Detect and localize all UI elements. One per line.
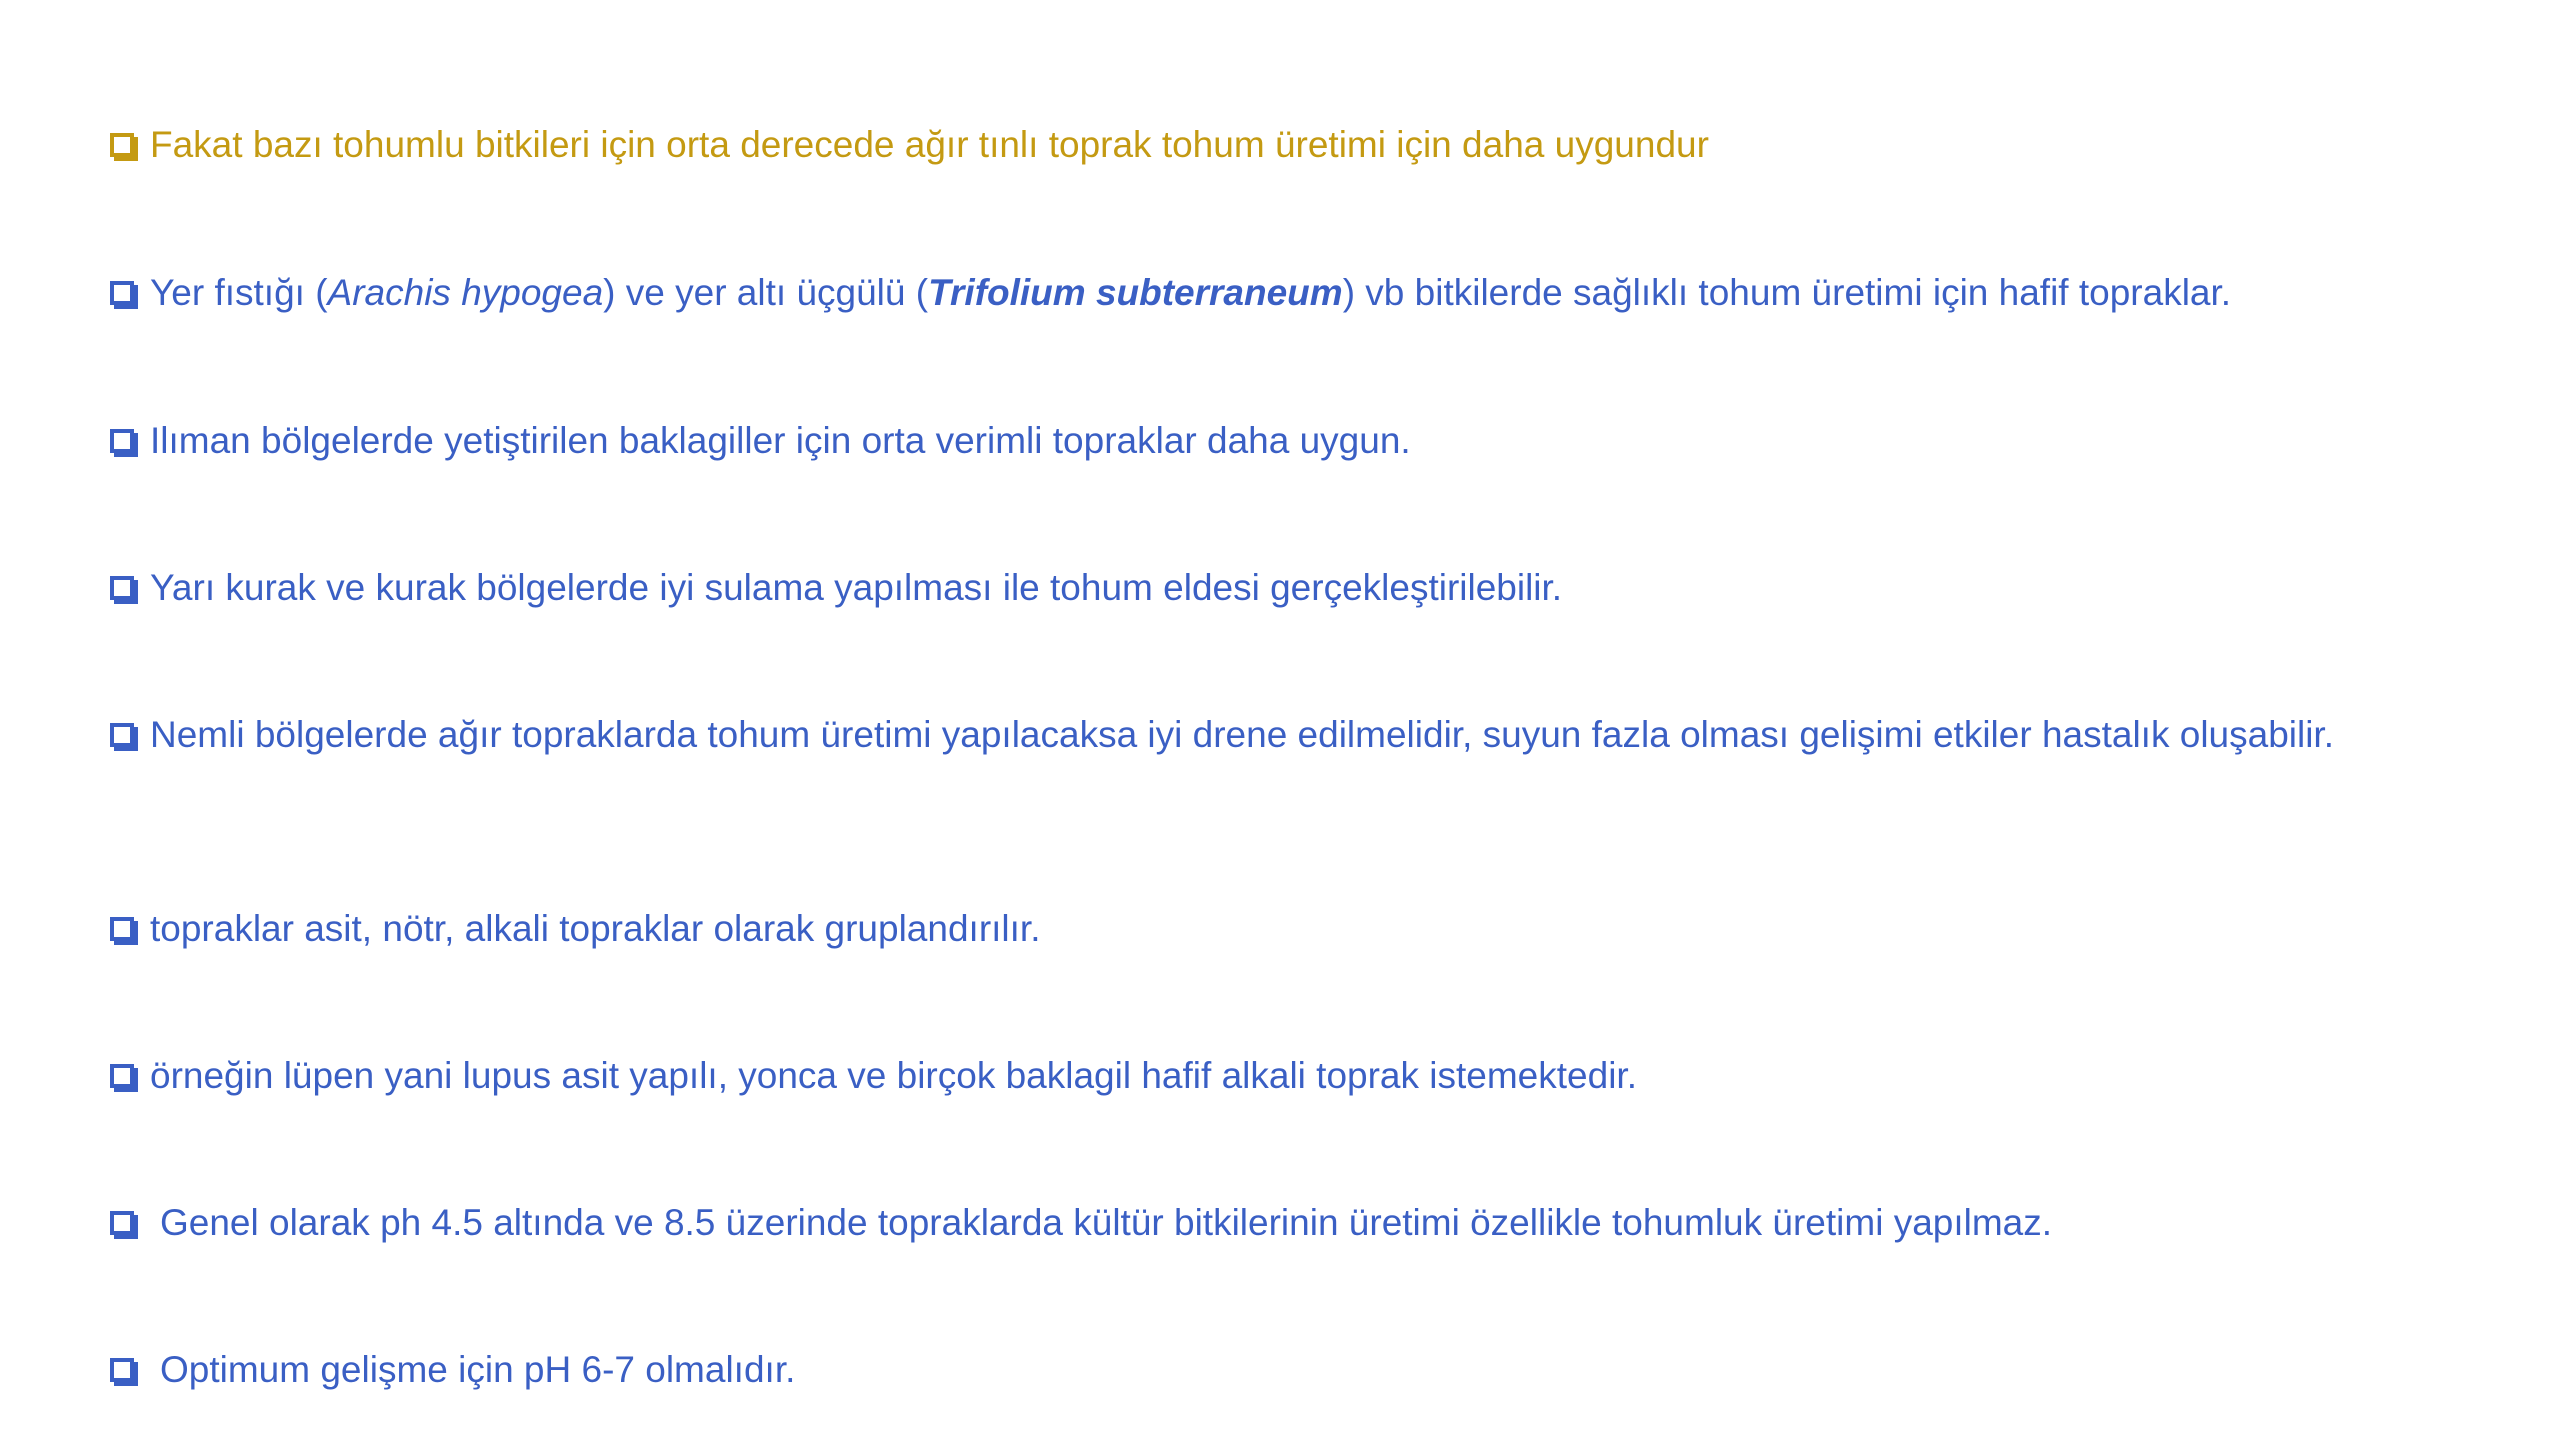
checkbox-icon [110,1358,134,1382]
bullet-item [110,906,2410,952]
species-name-arachis: Arachis hypogea [327,272,604,313]
checkbox-icon [110,576,134,600]
checkbox-icon [110,281,134,305]
bullet-item [110,122,2410,168]
species-name-trifolium: Trifolium subterraneum [928,272,1343,313]
bullet-text: Nemli bölgelerde ağır topraklarda tohum üretimi yapılacaksa iyi drene edilmelidir, suyun fazla olması gelişimi etkiler hastalık oluşabilir. [150,714,2334,755]
bullet-text: Fakat bazı tohumlu bitkileri için orta derecede ağır tınlı toprak tohum üretimi için daha uygundur [150,124,1709,165]
text-segment: Yer fıstığı ( [150,272,328,313]
checkbox-icon [110,1211,134,1235]
text-segment: ) vb bitkilerde sağlıklı tohum üretimi için hafif topraklar. [1342,272,2232,313]
checkbox-icon [110,917,134,941]
checkbox-icon [110,723,134,747]
bullet-item [110,565,2410,611]
checkbox-icon [110,429,134,453]
bullet-item [110,1053,2410,1099]
checkbox-icon [110,1064,134,1088]
bullet-item [110,1347,2410,1393]
bullet-item [110,270,2410,316]
bullet-text: Optimum gelişme için pH 6-7 olmalıdır. [160,1349,796,1390]
bullet-text [150,270,2410,316]
bullet-item [110,712,2410,758]
bullet-text: Ilıman bölgelerde yetiştirilen baklagiller için orta verimli topraklar daha uygun. [150,420,1411,461]
checkbox-icon [110,133,134,157]
bullet-text: topraklar asit, nötr, alkali topraklar olarak gruplandırılır. [150,908,1041,949]
bullet-item [110,418,2410,464]
text-segment: ) ve yer altı üçgülü ( [603,272,929,313]
bullet-item [110,1200,2410,1246]
bullet-text: Genel olarak ph 4.5 altında ve 8.5 üzerinde topraklarda kültür bitkilerinin üretimi özellikle tohumluk üretimi yapılmaz. [160,1202,2053,1243]
bullet-text: Yarı kurak ve kurak bölgelerde iyi sulama yapılması ile tohum eldesi gerçekleştirilebilir. [150,567,1563,608]
bullet-text: örneğin lüpen yani lupus asit yapılı, yonca ve birçok baklagil hafif alkali toprak istemektedir. [150,1055,1637,1096]
